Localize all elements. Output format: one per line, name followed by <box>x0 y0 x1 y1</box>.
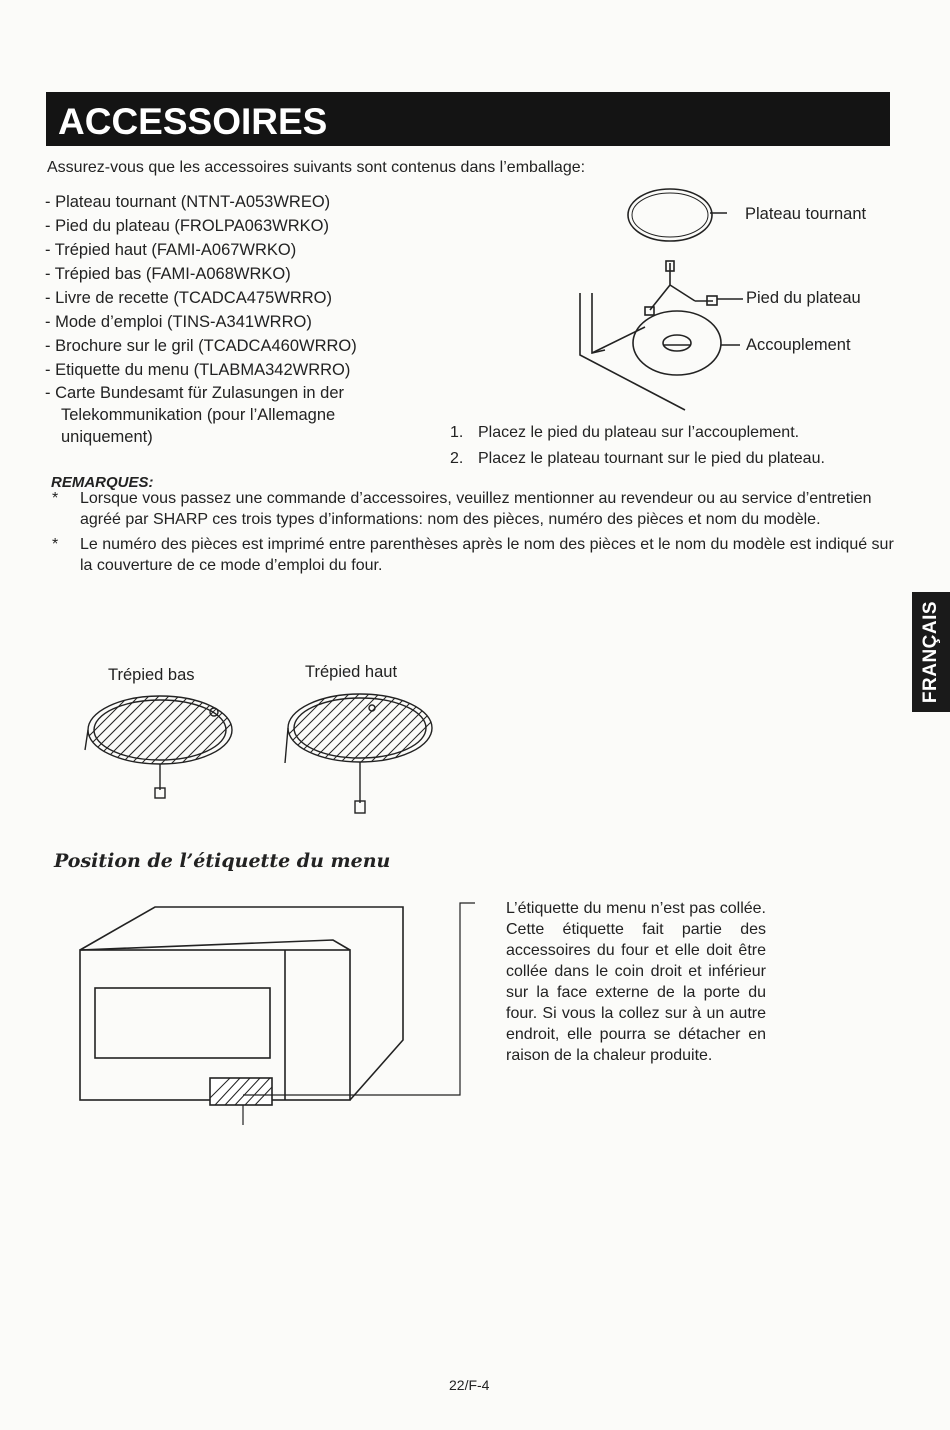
remarks-title: REMARQUES: <box>51 474 154 491</box>
list-item: - Mode d’emploi (TINS-A341WRRO) <box>45 313 312 331</box>
rack-grid <box>275 688 455 768</box>
list-item: - Pied du plateau (FROLPA063WRKO) <box>45 217 329 235</box>
parts-list <box>45 190 421 448</box>
rack-grid <box>75 690 255 770</box>
list-item <box>450 446 825 472</box>
page-title: ACCESSOIRES <box>58 101 328 142</box>
label-accouplement: Accouplement <box>746 336 851 354</box>
steps-list <box>450 420 825 472</box>
leader-line <box>243 903 475 1095</box>
menu-label-position <box>210 1078 272 1105</box>
list-item: - Livre de recette (TCADCA475WRRO) <box>45 289 332 307</box>
label-plateau: Plateau tournant <box>745 205 867 223</box>
intro-text: Assurez-vous que les accessoires suivants sont contenus dans l’emballage: <box>47 159 586 176</box>
oven-top-edge <box>80 940 350 950</box>
high-rack-illustration <box>275 688 455 823</box>
remarks-list <box>50 488 895 580</box>
oven-outline <box>80 907 403 1100</box>
list-item <box>50 488 895 530</box>
section-title: Position de l’étiquette du menu <box>54 850 391 872</box>
oven-illustration <box>75 895 475 1125</box>
list-item: - Trépied haut (FAMI-A067WRKO) <box>45 241 297 259</box>
turntable-plate <box>628 189 712 241</box>
turntable-plate-rim <box>632 193 708 237</box>
label-rack-low: Trépied bas <box>108 666 195 684</box>
label-rack-high: Trépied haut <box>305 663 398 681</box>
list-item: - Trépied bas (FAMI-A068WRKO) <box>45 265 291 283</box>
page-number: 22/F-4 <box>449 1377 490 1393</box>
list-item: - Carte Bundesamt für Zulasungen in der Telekommunikation (pour l’Allemagne uniquement) <box>45 384 344 446</box>
remark-text: Le numéro des pièces est imprimé entre parenthèses après le nom des pièces et le nom du modèle est indiqué sur la couverture de ce mode d’emploi du four. <box>80 536 894 574</box>
oven-window <box>95 988 270 1058</box>
language-tab-label: FRANÇAIS <box>920 600 942 704</box>
roller-stay <box>645 261 717 315</box>
step-text: Placez le plateau tournant sur le pied du plateau. <box>478 450 825 467</box>
step-number: 1. <box>450 424 464 441</box>
remark-text: Lorsque vous passez une commande d’accessoires, veuillez mentionner au revendeur ou au service d’entretien agréé par SHARP ces trois types d’informations: nom des pièces, numéro des pièces et nom du modèle. <box>80 490 872 528</box>
low-rack-illustration <box>75 690 255 810</box>
menu-label-note: L’étiquette du menu n’est pas collée. Cette étiquette fait partie des accessoires du four et elle doit être collée dans le coin droit et inférieur sur la face externe de la porte du four. Si vous la collez sur à un autre endroit, elle pourra se détacher en raison de la chaleur produite. <box>506 900 766 1064</box>
language-tab-label-wrap <box>912 592 950 712</box>
list-item <box>450 420 825 446</box>
oven-floor-lines <box>592 327 645 353</box>
list-item: - Etiquette du menu (TLABMA342WRRO) <box>45 361 351 379</box>
list-item <box>50 534 895 576</box>
turntable-assembly-diagram <box>575 175 755 415</box>
step-text: Placez le pied du plateau sur l’accouplement. <box>478 424 800 441</box>
coupling <box>663 335 691 351</box>
bullet: * <box>52 490 59 507</box>
oven-floor-dish <box>633 311 721 375</box>
list-item: - Brochure sur le gril (TCADCA460WRRO) <box>45 337 357 355</box>
label-pied: Pied du plateau <box>746 289 861 307</box>
bullet: * <box>52 536 59 553</box>
step-number: 2. <box>450 450 464 467</box>
list-item: - Plateau tournant (NTNT-A053WREO) <box>45 193 331 211</box>
